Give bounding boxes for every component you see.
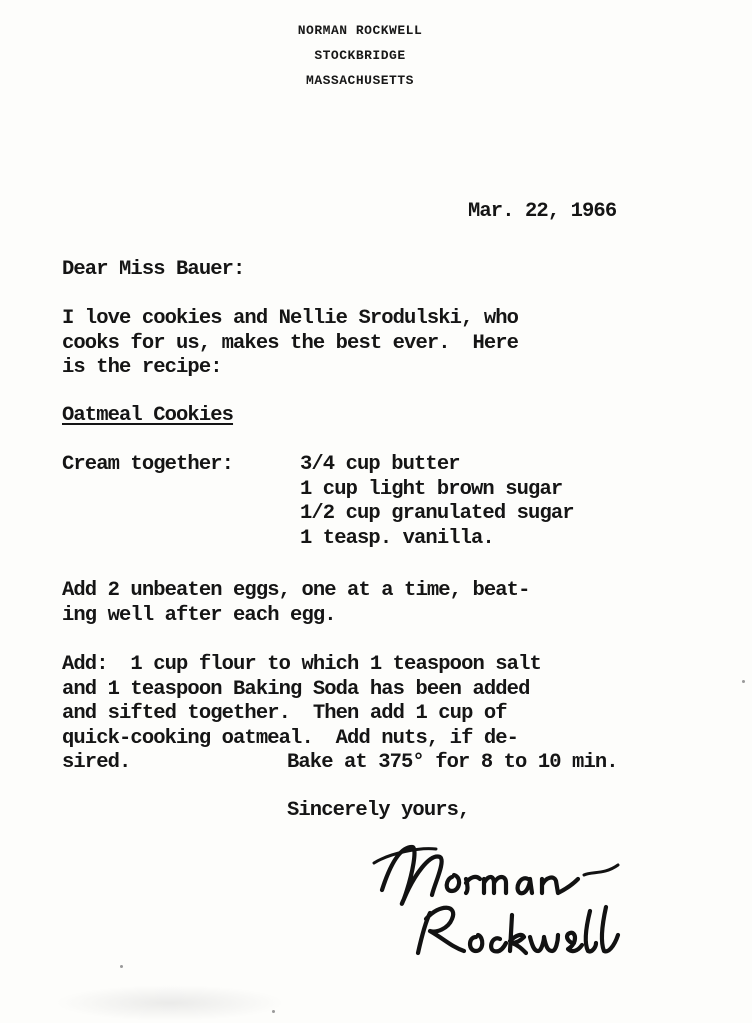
paper-speck	[120, 965, 123, 968]
intro-line: is the recipe:	[62, 356, 222, 379]
letterhead-state: MASSACHUSETTS	[306, 73, 414, 88]
paper-speck	[742, 680, 745, 683]
bake-instruction: Bake at 375° for 8 to 10 min.	[287, 751, 618, 774]
flour-line: Add: 1 cup flour to which 1 teaspoon salt	[62, 653, 541, 676]
intro-line: I love cookies and Nellie Srodulski, who	[62, 307, 519, 330]
flour-line: quick-cooking oatmeal. Add nuts, if de-	[62, 726, 519, 750]
paper-speck	[272, 1010, 275, 1013]
eggs-line: Add 2 unbeaten eggs, one at a time, beat-	[62, 579, 530, 602]
cream-together-label: Cream together:	[62, 453, 234, 476]
closing: Sincerely yours,	[287, 799, 470, 822]
flour-line: and sifted together. Then add 1 cup of	[62, 702, 507, 725]
intro-paragraph	[62, 307, 518, 381]
salutation: Dear Miss Bauer:	[62, 258, 245, 281]
recipe-title: Oatmeal Cookies	[62, 404, 234, 427]
flour-line: and 1 teaspoon Baking Soda has been added	[62, 677, 530, 701]
intro-line: cooks for us, makes the best ever. Here	[62, 331, 519, 355]
ingredient-list	[300, 453, 574, 551]
ingredient-item: 1/2 cup granulated sugar	[300, 502, 574, 525]
eggs-line: ing well after each egg.	[62, 603, 336, 627]
eggs-paragraph	[62, 579, 529, 628]
paper-smudge	[55, 985, 285, 1021]
ingredient-item: 1 teasp. vanilla.	[300, 526, 494, 550]
letterhead-name: NORMAN ROCKWELL	[297, 23, 423, 38]
flour-line: sired.	[62, 751, 131, 774]
letterhead-town: STOCKBRIDGE	[314, 48, 406, 63]
letterhead	[220, 18, 500, 93]
letter-date: Mar. 22, 1966	[468, 200, 617, 223]
ingredient-item: 3/4 cup butter	[300, 453, 460, 476]
ingredient-item: 1 cup light brown sugar	[300, 477, 563, 501]
handwritten-signature	[360, 835, 670, 975]
